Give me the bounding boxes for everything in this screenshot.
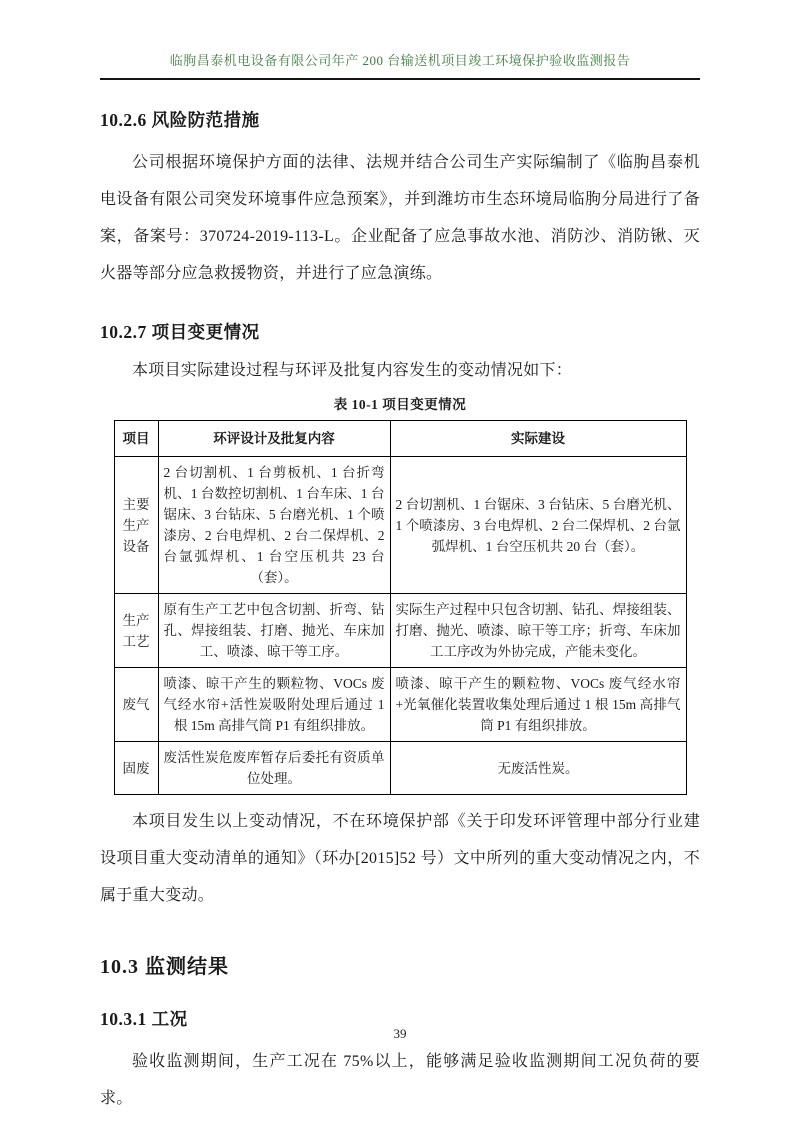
table-row — [114, 742, 686, 795]
heading-10-2-6: 10.2.6 风险防范措施 — [100, 110, 260, 130]
page-number: 39 — [393, 1026, 407, 1041]
row-eia: 2 台切割机、1 台剪板机、1 台折弯机、1 台数控切割机、1 台车床、1 台锯床、3 台钻床、5 台磨光机、1 个喷漆房、2 台电焊机、2 台二保焊机、2 台氩弧焊机、1 台空压机共 23 台（套）。 — [158, 457, 390, 594]
row-actual: 无废活性炭。 — [390, 742, 686, 795]
project-change-table — [114, 420, 687, 795]
row-eia: 原有生产工艺中包含切割、折弯、钻孔、焊接组装、打磨、抛光、车床加工、喷漆、晾干等工序。 — [158, 594, 390, 668]
row-actual: 喷漆、晾干产生的颗粒物、VOCs 废气经水帘+光氧催化装置收集处理后通过 1 根 15m 高排气筒 P1 有组织排放。 — [390, 668, 686, 742]
paragraph-change-intro: 本项目实际建设过程与环评及批复内容发生的变动情况如下： — [132, 362, 573, 379]
row-eia: 喷漆、晾干产生的颗粒物、VOCs 废气经水帘+活性炭吸附处理后通过 1 根 15m 高排气筒 P1 有组织排放。 — [158, 668, 390, 742]
paragraph-operating-condition: 验收监测期间，生产工况在 75%以上，能够满足验收监测期间工况负荷的要求。 — [100, 1053, 700, 1107]
heading-10-3: 10.3 监测结果 — [100, 956, 229, 978]
table-header-row — [114, 421, 686, 457]
col-header-item: 项目 — [114, 421, 158, 457]
row-label: 固废 — [114, 742, 158, 795]
col-header-actual: 实际建设 — [390, 421, 686, 457]
running-header-title: 临朐昌泰机电设备有限公司年产 200 台输送机项目竣工环境保护验收监测报告 — [100, 50, 700, 80]
row-actual: 实际生产过程中只包含切割、钻孔、焊接组装、打磨、抛光、喷漆、晾干等工序；折弯、车床加工工序改为外协完成，产能未变化。 — [390, 594, 686, 668]
table-row — [114, 668, 686, 742]
row-eia: 废活性炭危废库暂存后委托有资质单位处理。 — [158, 742, 390, 795]
table-row — [114, 594, 686, 668]
row-actual: 2 台切割机、1 台锯床、3 台钻床、5 台磨光机、1 个喷漆房、3 台电焊机、2 台二保焊机、2 台氩弧焊机、1 台空压机共 20 台（套）。 — [390, 457, 686, 594]
table-caption: 表 10-1 项目变更情况 — [333, 397, 467, 412]
table-row — [114, 457, 686, 594]
row-label: 主要生产设备 — [114, 457, 158, 594]
heading-10-2-7: 10.2.7 项目变更情况 — [100, 322, 260, 342]
row-label: 生产工艺 — [114, 594, 158, 668]
col-header-eia: 环评设计及批复内容 — [158, 421, 390, 457]
paragraph-risk-prevention: 公司根据环境保护方面的法律、法规并结合公司生产实际编制了《临朐昌泰机电设备有限公司突发环境事件应急预案》，并到潍坊市生态环境局临朐分局进行了备案，备案号：370724-2019-113-L。企业配备了应急事故水池、消防沙、消防锹、灭火器等部分应急救援物资，并进行了应急演练。 — [100, 154, 700, 282]
paragraph-change-conclusion: 本项目发生以上变动情况，不在环境保护部《关于印发环评管理中部分行业建设项目重大变动清单的通知》（环办[2015]52 号）文中所列的重大变动情况之内，不属于重大变动。 — [100, 813, 700, 904]
row-label: 废气 — [114, 668, 158, 742]
heading-10-3-1: 10.3.1 工况 — [100, 1009, 188, 1029]
